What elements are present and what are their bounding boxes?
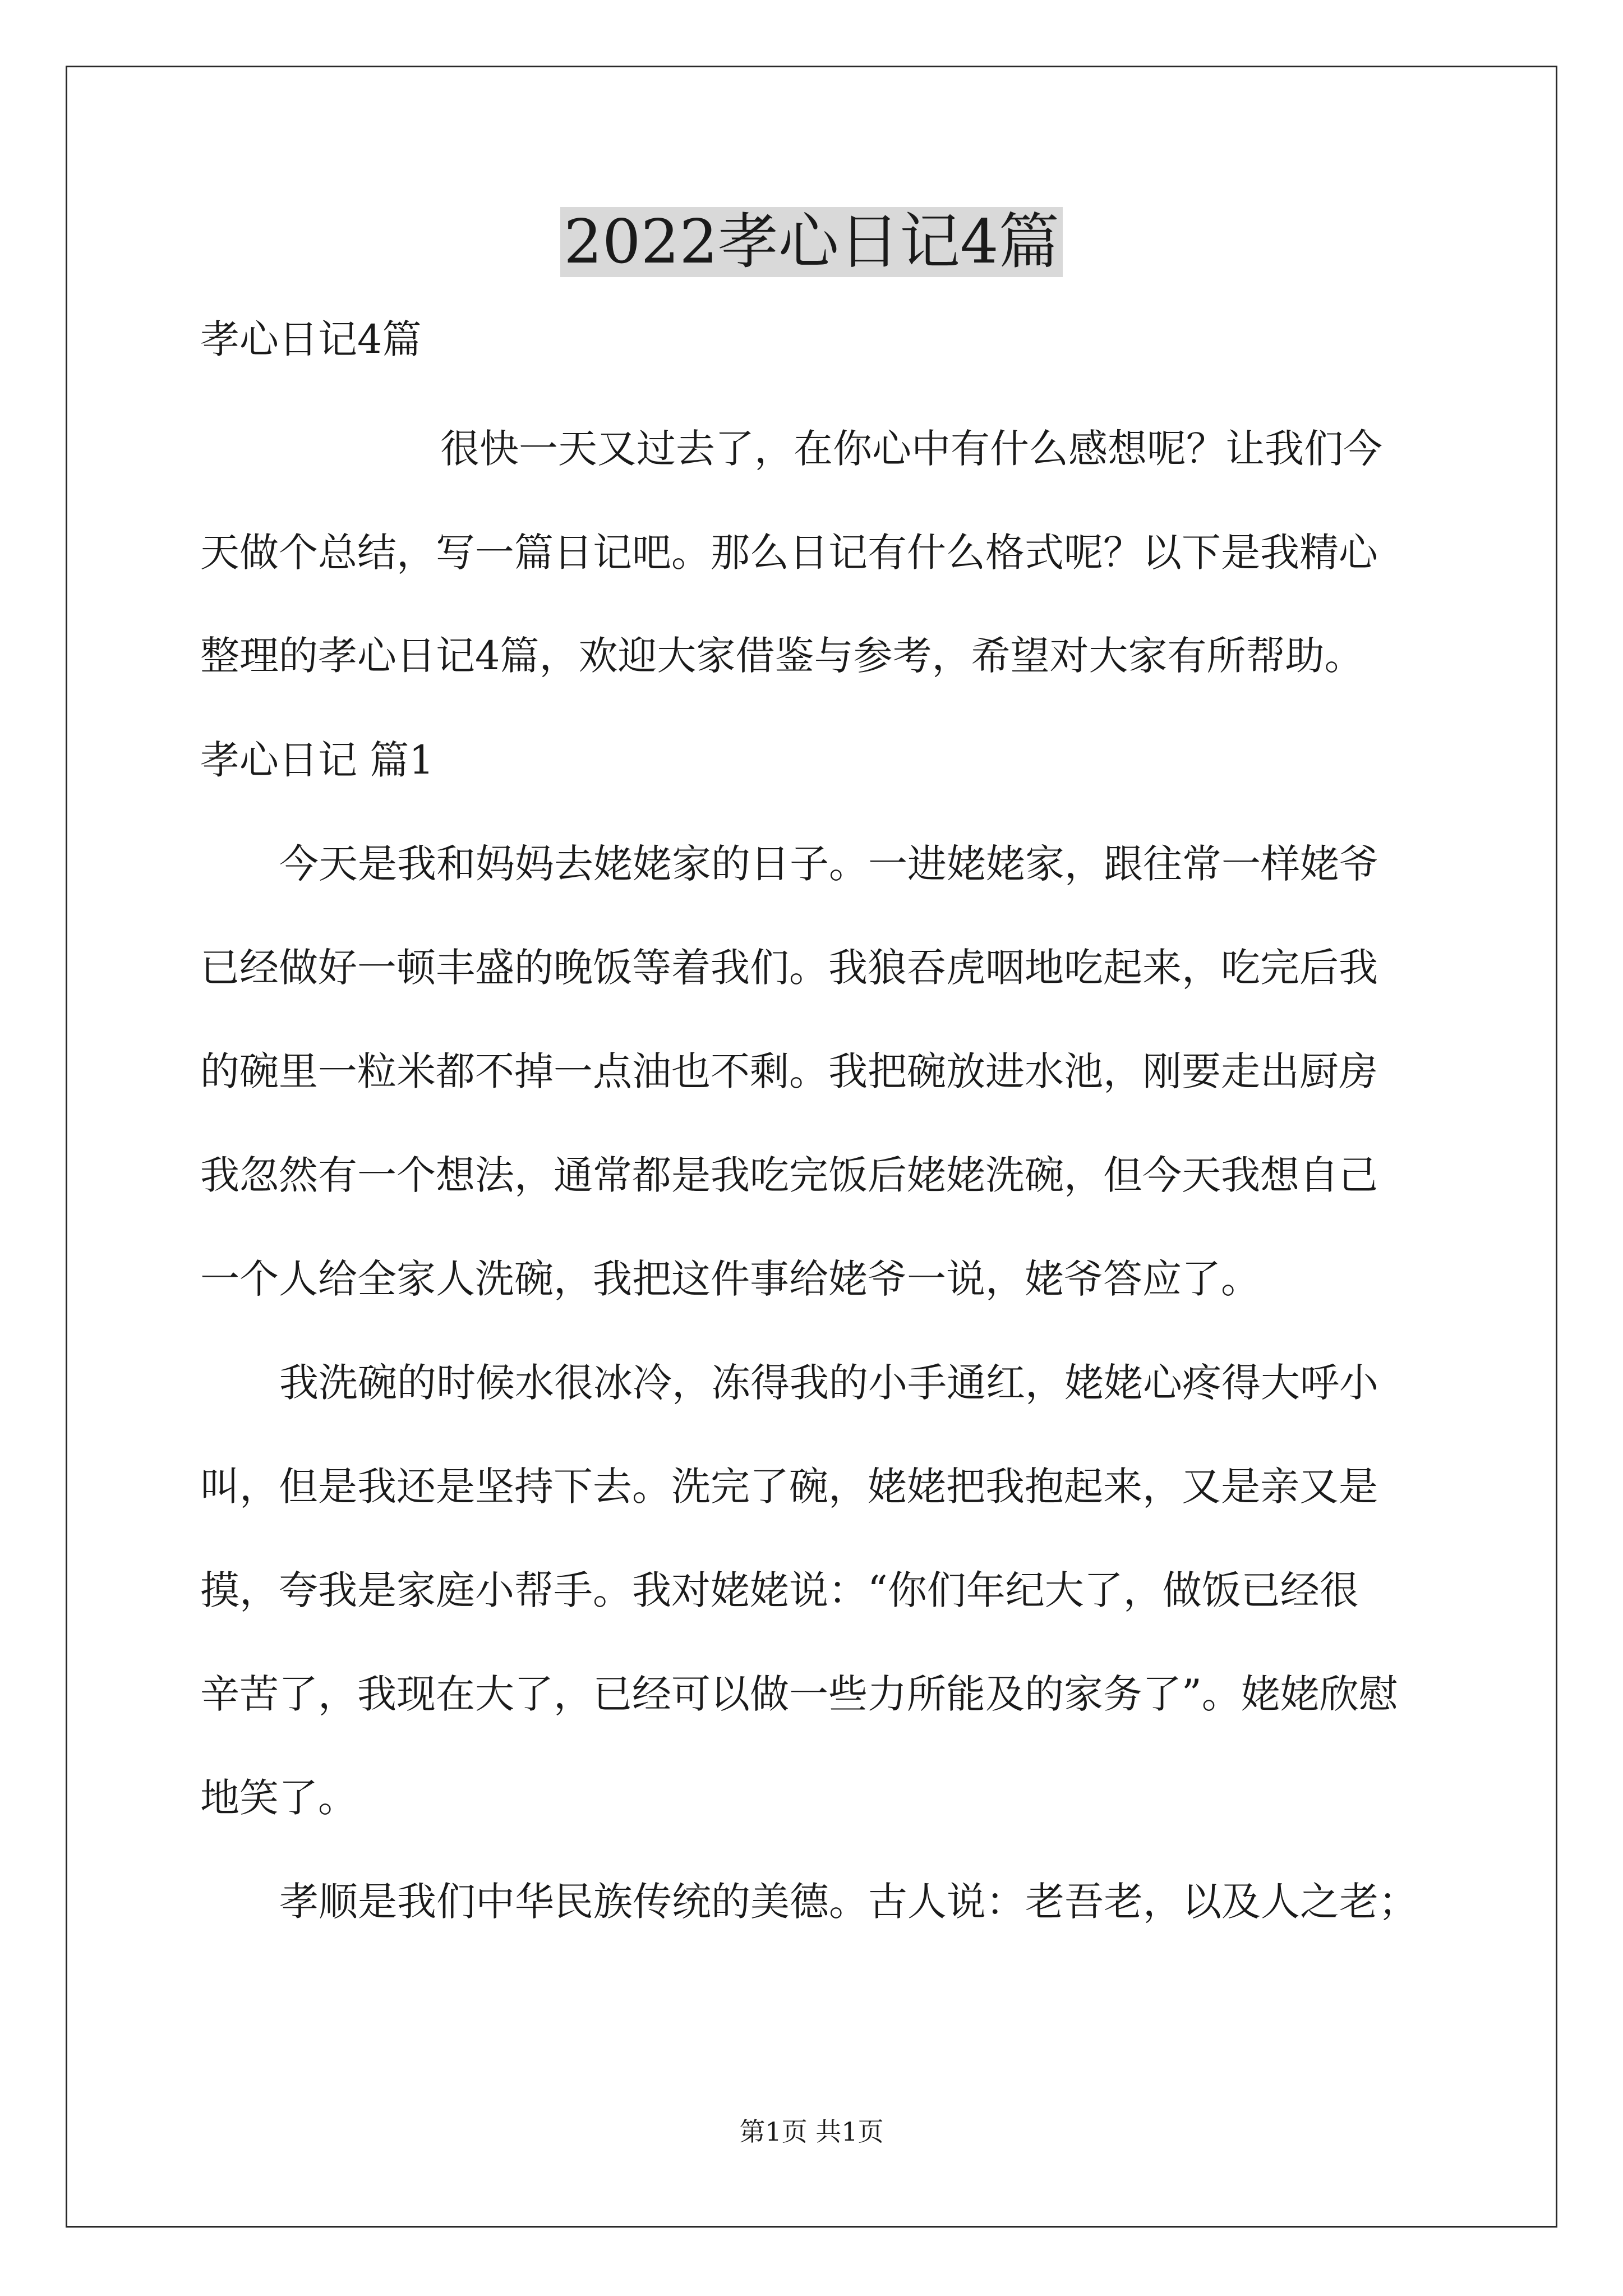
paragraph-line: 叫，但是我还是坚持下去。洗完了碗，姥姥把我抱起来，又是亲又是 bbox=[200, 1464, 1378, 1510]
subtitle-line: 孝心日记4篇 bbox=[200, 316, 422, 362]
paragraph-line: 的碗里一粒米都不掉一点油也不剩。我把碗放进水池，刚要走出厨房 bbox=[200, 1048, 1378, 1094]
section-heading: 孝心日记 篇1 bbox=[200, 737, 434, 783]
paragraph-line: 整理的孝心日记4篇，欢迎大家借鉴与参考，希望对大家有所帮助。 bbox=[200, 633, 1364, 679]
paragraph-line: 我洗碗的时候水很冰冷，冻得我的小手通红，姥姥心疼得大呼小 bbox=[279, 1360, 1378, 1406]
paragraph-line: 一个人给全家人洗碗，我把这件事给姥爷一说，姥爷答应了。 bbox=[200, 1256, 1260, 1302]
paragraph-line: 今天是我和妈妈去姥姥家的日子。一进姥姥家，跟往常一样姥爷 bbox=[279, 841, 1378, 887]
paragraph-line: 已经做好一顿丰盛的晚饭等着我们。我狼吞虎咽地吃起来，吃完后我 bbox=[200, 945, 1378, 991]
document-title: 2022孝心日记4篇 bbox=[0, 203, 1623, 282]
paragraph-line: 很快一天又过去了，在你心中有什么感想呢？让我们今 bbox=[440, 426, 1382, 472]
paragraph-line: 摸，夸我是家庭小帮手。我对姥姥说：“你们年纪大了，做饭已经很 bbox=[200, 1567, 1359, 1613]
paragraph-line: 我忽然有一个想法，通常都是我吃完饭后姥姥洗碗，但今天我想自己 bbox=[200, 1152, 1378, 1198]
paragraph-line: 地笑了。 bbox=[200, 1775, 357, 1821]
paragraph-line: 辛苦了，我现在大了，已经可以做一些力所能及的家务了”。姥姥欣慰 bbox=[200, 1671, 1398, 1717]
paragraph-line: 孝顺是我们中华民族传统的美德。古人说：老吾老，以及人之老； bbox=[279, 1879, 1418, 1925]
paragraph-line: 天做个总结，写一篇日记吧。那么日记有什么格式呢？以下是我精心 bbox=[200, 530, 1378, 576]
page-footer: 第1页 共1页 bbox=[739, 2116, 884, 2147]
